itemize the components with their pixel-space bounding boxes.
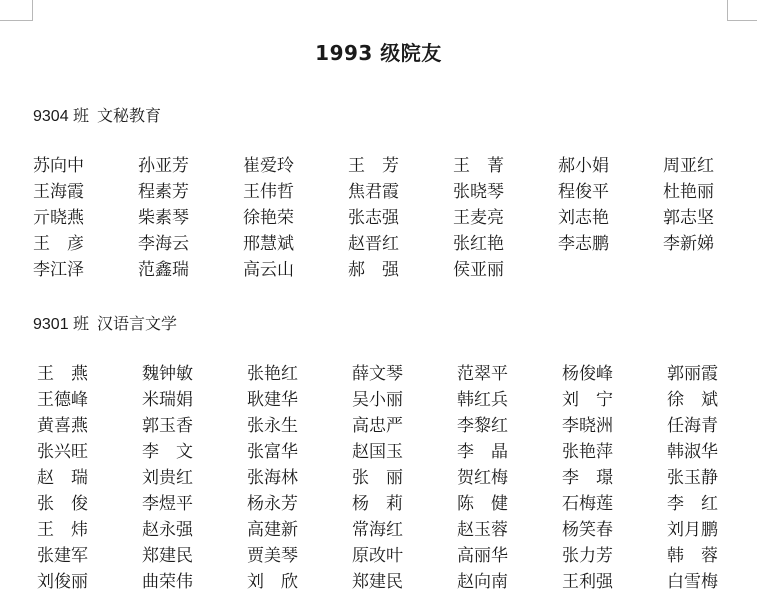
name-cell: 王 炜 (37, 520, 88, 540)
name-cell: 孙亚芳 (138, 156, 189, 176)
name-cell: 李 晶 (457, 442, 508, 462)
name-cell: 吴小丽 (352, 390, 403, 410)
name-cell: 张晓琴 (453, 182, 504, 202)
name-cell: 薛文琴 (352, 364, 403, 384)
name-cell: 张玉静 (667, 468, 718, 488)
name-cell: 杨俊峰 (562, 364, 613, 384)
name-cell: 程俊平 (558, 182, 609, 202)
name-grid-9301 (37, 361, 757, 595)
name-cell: 赵晋红 (348, 234, 399, 254)
name-cell: 高云山 (243, 260, 294, 280)
name-cell: 郑建民 (352, 572, 403, 592)
name-grid-9304 (33, 153, 757, 283)
page-corner-mark-left (0, 0, 33, 21)
name-cell: 贾美琴 (247, 546, 298, 566)
name-cell: 李海云 (138, 234, 189, 254)
name-cell: 王 芳 (348, 156, 399, 176)
name-cell: 刘俊丽 (37, 572, 88, 592)
name-cell: 刘贵红 (142, 468, 193, 488)
name-cell: 范翠平 (457, 364, 508, 384)
name-cell: 杨永芳 (247, 494, 298, 514)
name-cell: 赵玉蓉 (457, 520, 508, 540)
name-cell: 邢慧斌 (243, 234, 294, 254)
name-cell: 李 红 (667, 494, 718, 514)
name-cell: 白雪梅 (667, 572, 718, 592)
name-cell: 原改叶 (352, 546, 403, 566)
class-major: 文秘教育 (97, 106, 162, 125)
name-cell: 魏钟敏 (142, 364, 193, 384)
name-cell: 高建新 (247, 520, 298, 540)
name-cell: 李志鹏 (558, 234, 609, 254)
name-cell: 赵向南 (457, 572, 508, 592)
name-cell: 王海霞 (33, 182, 84, 202)
name-cell: 王伟哲 (243, 182, 294, 202)
name-cell: 杜艳丽 (663, 182, 714, 202)
name-cell: 米瑞娟 (142, 390, 193, 410)
page-corner-mark-right (727, 0, 757, 21)
name-cell: 周亚红 (663, 156, 714, 176)
name-cell: 王 菁 (453, 156, 504, 176)
name-cell: 郝 强 (348, 260, 399, 280)
name-cell: 王 彦 (33, 234, 84, 254)
name-cell: 张海林 (247, 468, 298, 488)
name-cell: 张永生 (247, 416, 298, 436)
name-cell: 杨 莉 (352, 494, 403, 514)
name-cell: 李 文 (142, 442, 193, 462)
name-cell: 刘月鹏 (667, 520, 718, 540)
name-cell: 柴素琴 (138, 208, 189, 228)
name-cell: 赵国玉 (352, 442, 403, 462)
name-cell: 王利强 (562, 572, 613, 592)
name-cell: 张 俊 (37, 494, 88, 514)
name-cell: 常海红 (352, 520, 403, 540)
name-cell: 王 燕 (37, 364, 88, 384)
name-cell: 程素芳 (138, 182, 189, 202)
name-cell: 黄喜燕 (37, 416, 88, 436)
name-cell: 张艳红 (247, 364, 298, 384)
name-cell: 王德峰 (37, 390, 88, 410)
name-cell: 张建军 (37, 546, 88, 566)
name-cell: 徐艳荣 (243, 208, 294, 228)
name-cell: 苏向中 (33, 156, 84, 176)
name-cell: 韩 蓉 (667, 546, 718, 566)
name-cell: 李晓洲 (562, 416, 613, 436)
name-cell: 赵 瑞 (37, 468, 88, 488)
name-cell: 韩淑华 (667, 442, 718, 462)
name-cell: 刘 宁 (562, 390, 613, 410)
name-cell: 李煜平 (142, 494, 193, 514)
name-cell: 侯亚丽 (453, 260, 504, 280)
name-cell: 郭志坚 (663, 208, 714, 228)
name-cell: 张艳萍 (562, 442, 613, 462)
name-cell: 高忠严 (352, 416, 403, 436)
name-cell: 郭丽霞 (667, 364, 718, 384)
name-cell: 耿建华 (247, 390, 298, 410)
name-cell: 石梅莲 (562, 494, 613, 514)
name-cell: 郑建民 (142, 546, 193, 566)
name-cell: 王麦亮 (453, 208, 504, 228)
name-cell: 张红艳 (453, 234, 504, 254)
name-cell: 李新娣 (663, 234, 714, 254)
name-cell: 张兴旺 (37, 442, 88, 462)
name-cell: 高丽华 (457, 546, 508, 566)
name-cell: 贺红梅 (457, 468, 508, 488)
name-cell: 李江泽 (33, 260, 84, 280)
name-cell: 郭玉香 (142, 416, 193, 436)
name-cell: 李 璟 (562, 468, 613, 488)
name-cell: 韩红兵 (457, 390, 508, 410)
name-cell: 赵永强 (142, 520, 193, 540)
name-cell: 徐 斌 (667, 390, 718, 410)
name-cell: 范鑫瑞 (138, 260, 189, 280)
name-cell: 张力芳 (562, 546, 613, 566)
name-cell: 郝小娟 (558, 156, 609, 176)
name-cell: 张 丽 (352, 468, 403, 488)
name-cell: 张富华 (247, 442, 298, 462)
document-title: 1993 级院友 (315, 41, 442, 65)
name-cell: 杨笑春 (562, 520, 613, 540)
name-cell: 崔爱玲 (243, 156, 294, 176)
name-cell: 曲荣伟 (142, 572, 193, 592)
name-cell: 张志强 (348, 208, 399, 228)
class-code: 9301 班 (33, 316, 90, 333)
name-cell: 刘志艳 (558, 208, 609, 228)
name-cell: 刘 欣 (247, 572, 298, 592)
class-code: 9304 班 (33, 108, 90, 125)
name-cell: 李黎红 (457, 416, 508, 436)
class-heading-9304 (33, 103, 161, 126)
class-heading-9301 (33, 311, 177, 334)
class-major: 汉语言文学 (97, 314, 178, 333)
name-cell: 焦君霞 (348, 182, 399, 202)
name-cell: 陈 健 (457, 494, 508, 514)
name-cell: 亓晓燕 (33, 208, 84, 228)
name-cell: 任海青 (667, 416, 718, 436)
